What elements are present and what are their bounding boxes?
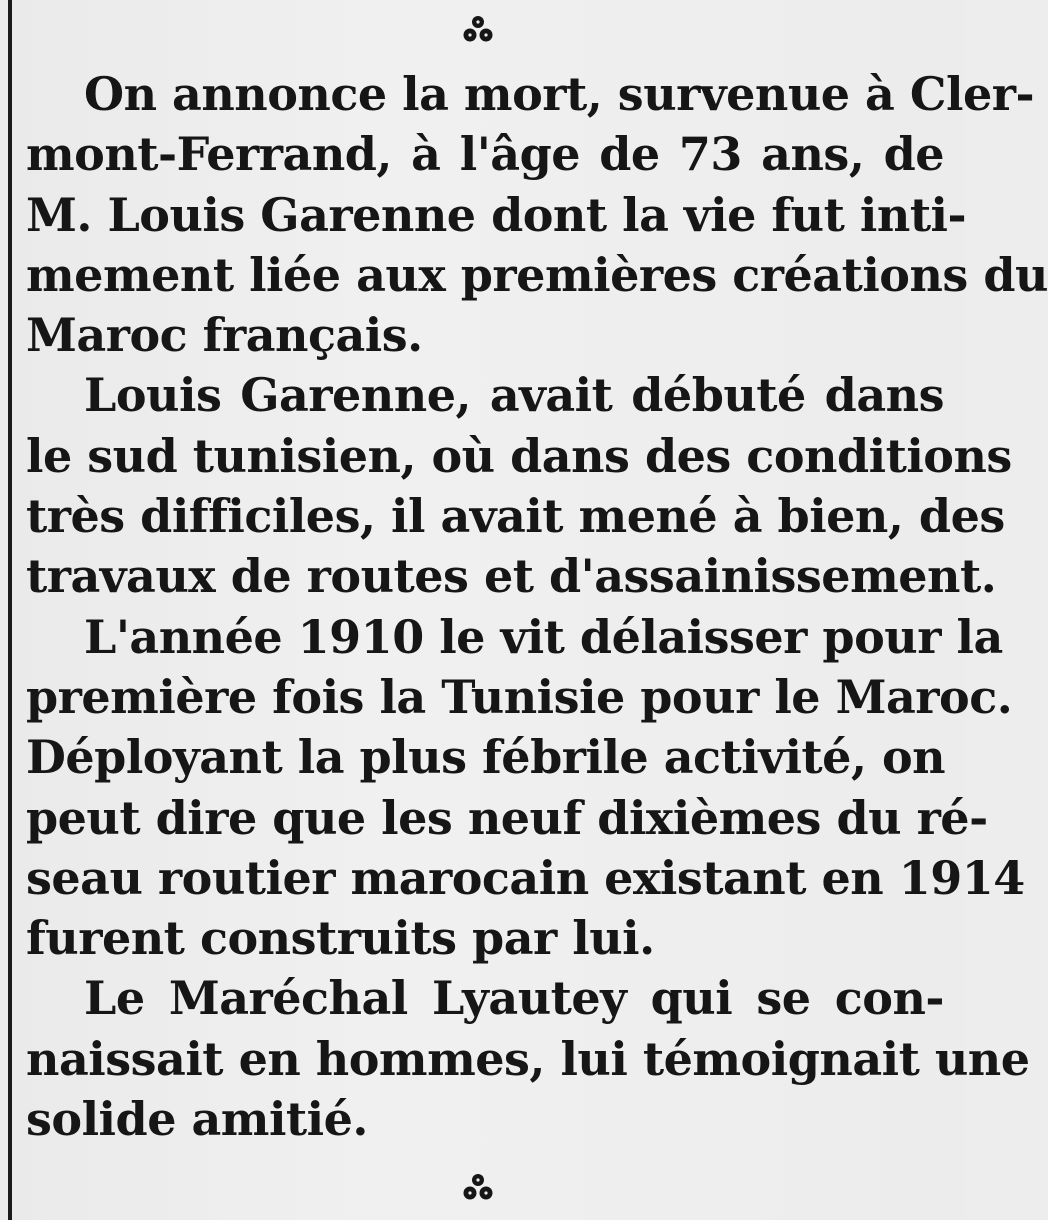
article-line: mement liée aux premières créations du: [26, 247, 1048, 302]
article-line: travaux de routes et d'assainissement.: [26, 549, 997, 604]
article-line: Maroc français.: [26, 308, 423, 363]
article-line: On annonce la mort, survenue à Cler-: [84, 67, 1035, 121]
article-line: le sud tunisien, où dans des conditions: [26, 428, 1012, 483]
article-line: Déployant la plus fébrile activité, on: [26, 730, 946, 785]
article-line: naissait en hommes, lui témoignait une: [26, 1031, 1030, 1086]
trefoil-ornament-icon: [458, 1168, 498, 1208]
article-line: très difficiles, il avait mené à bien, des: [26, 489, 1005, 544]
article-line: M. Louis Garenne dont la vie fut inti-: [26, 187, 967, 242]
article-line: première fois la Tunisie pour le Maroc.: [26, 669, 1013, 724]
article-line: seau routier marocain existant en 1914: [26, 850, 1025, 905]
article-line: L'année 1910 le vit délaisser pour la: [84, 609, 1003, 664]
obituary-article: [26, 64, 1048, 1149]
trefoil-ornament-icon: [458, 10, 498, 50]
article-line: furent construits par lui.: [26, 911, 655, 966]
article-line: peut dire que les neuf dixièmes du ré-: [26, 790, 988, 845]
article-line: solide amitié.: [26, 1092, 368, 1147]
column-rule: [8, 0, 12, 1220]
article-line: mont-Ferrand, à l'âge de 73 ans, de: [26, 127, 944, 182]
article-line: Louis Garenne, avait débuté dans: [84, 368, 944, 423]
article-line: Le Maréchal Lyautey qui se con-: [84, 971, 944, 1026]
